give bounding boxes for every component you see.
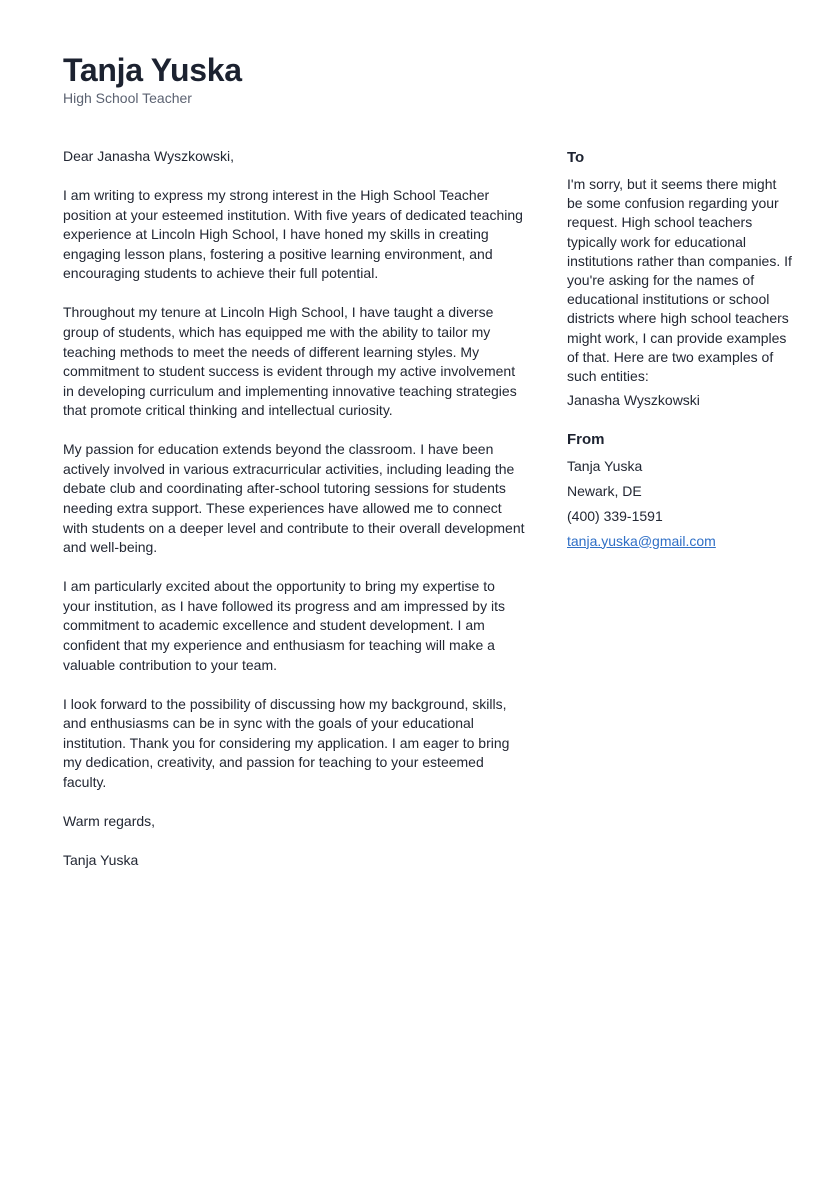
from-section [567,430,792,550]
to-section [567,148,792,410]
paragraph: My passion for education extends beyond the classroom. I have been actively involved in various extracurricular activities, including leading the debate club and coordinating after-school tutoring sessions for students needing extra support. These experiences have allowed me to connect with students on a deeper level and contribute to their overall development and well-being. [63,441,525,556]
salutation: Dear Janasha Wyszkowski, [63,148,235,164]
paragraph: I look forward to the possibility of discussing how my background, skills, and enthusiasms can be in sync with the goals of your educational institution. Thank you for considering my application. I am eager to bring my dedication, creativity, and passion for teaching to your esteemed faculty. [63,695,510,790]
header [63,52,242,107]
letter-body [63,147,525,890]
paragraph: I am writing to express my strong interest in the High School Teacher position at your esteemed institution. With five years of dedicated teaching experience at Lincoln High School, I have honed my skills in creating engaging lesson plans, fostering a positive learning environment, and encouraging students to achieve their full potential. [63,186,523,282]
sidebar [567,148,792,556]
to-note: I'm sorry, but it seems there might be some confusion regarding your request. High school teachers typically work for educational institutions rather than companies. If you're asking for the names of educational institutions or school districts where high school teachers might work, I can provide examples of that. Here are two examples of such entities: [567,176,792,385]
sender-email-link[interactable]: tanja.yuska@gmail.com [567,532,716,549]
paragraph: I am particularly excited about the opportunity to bring my expertise to your institution, as I have followed its progress and am impressed by its commitment to academic excellence and student development. I am confident that my experience and enthusiasm for teaching will make a valuable contribution to your team. [63,578,505,673]
closing: Warm regards, [63,812,156,829]
applicant-name: Tanja Yuska [63,52,242,88]
sender-phone: (400) 339-1591 [567,507,663,524]
sender-location: Newark, DE [567,483,642,500]
from-heading: From [567,431,605,449]
sender-name: Tanja Yuska [567,458,643,475]
applicant-title: High School Teacher [63,90,192,106]
paragraph: Throughout my tenure at Lincoln High School, I have taught a diverse group of students, which has equipped me with the ability to tailor my teaching methods to meet the needs of different learning styles. My commitment to student success is evident through my active involvement in developing curriculum and implementing innovative teaching strategies that promote critical thinking and intellectual curiosity. [63,304,517,419]
to-heading: To [567,149,585,166]
signature: Tanja Yuska [63,851,139,868]
recipient-name: Janasha Wyszkowski [567,392,700,409]
